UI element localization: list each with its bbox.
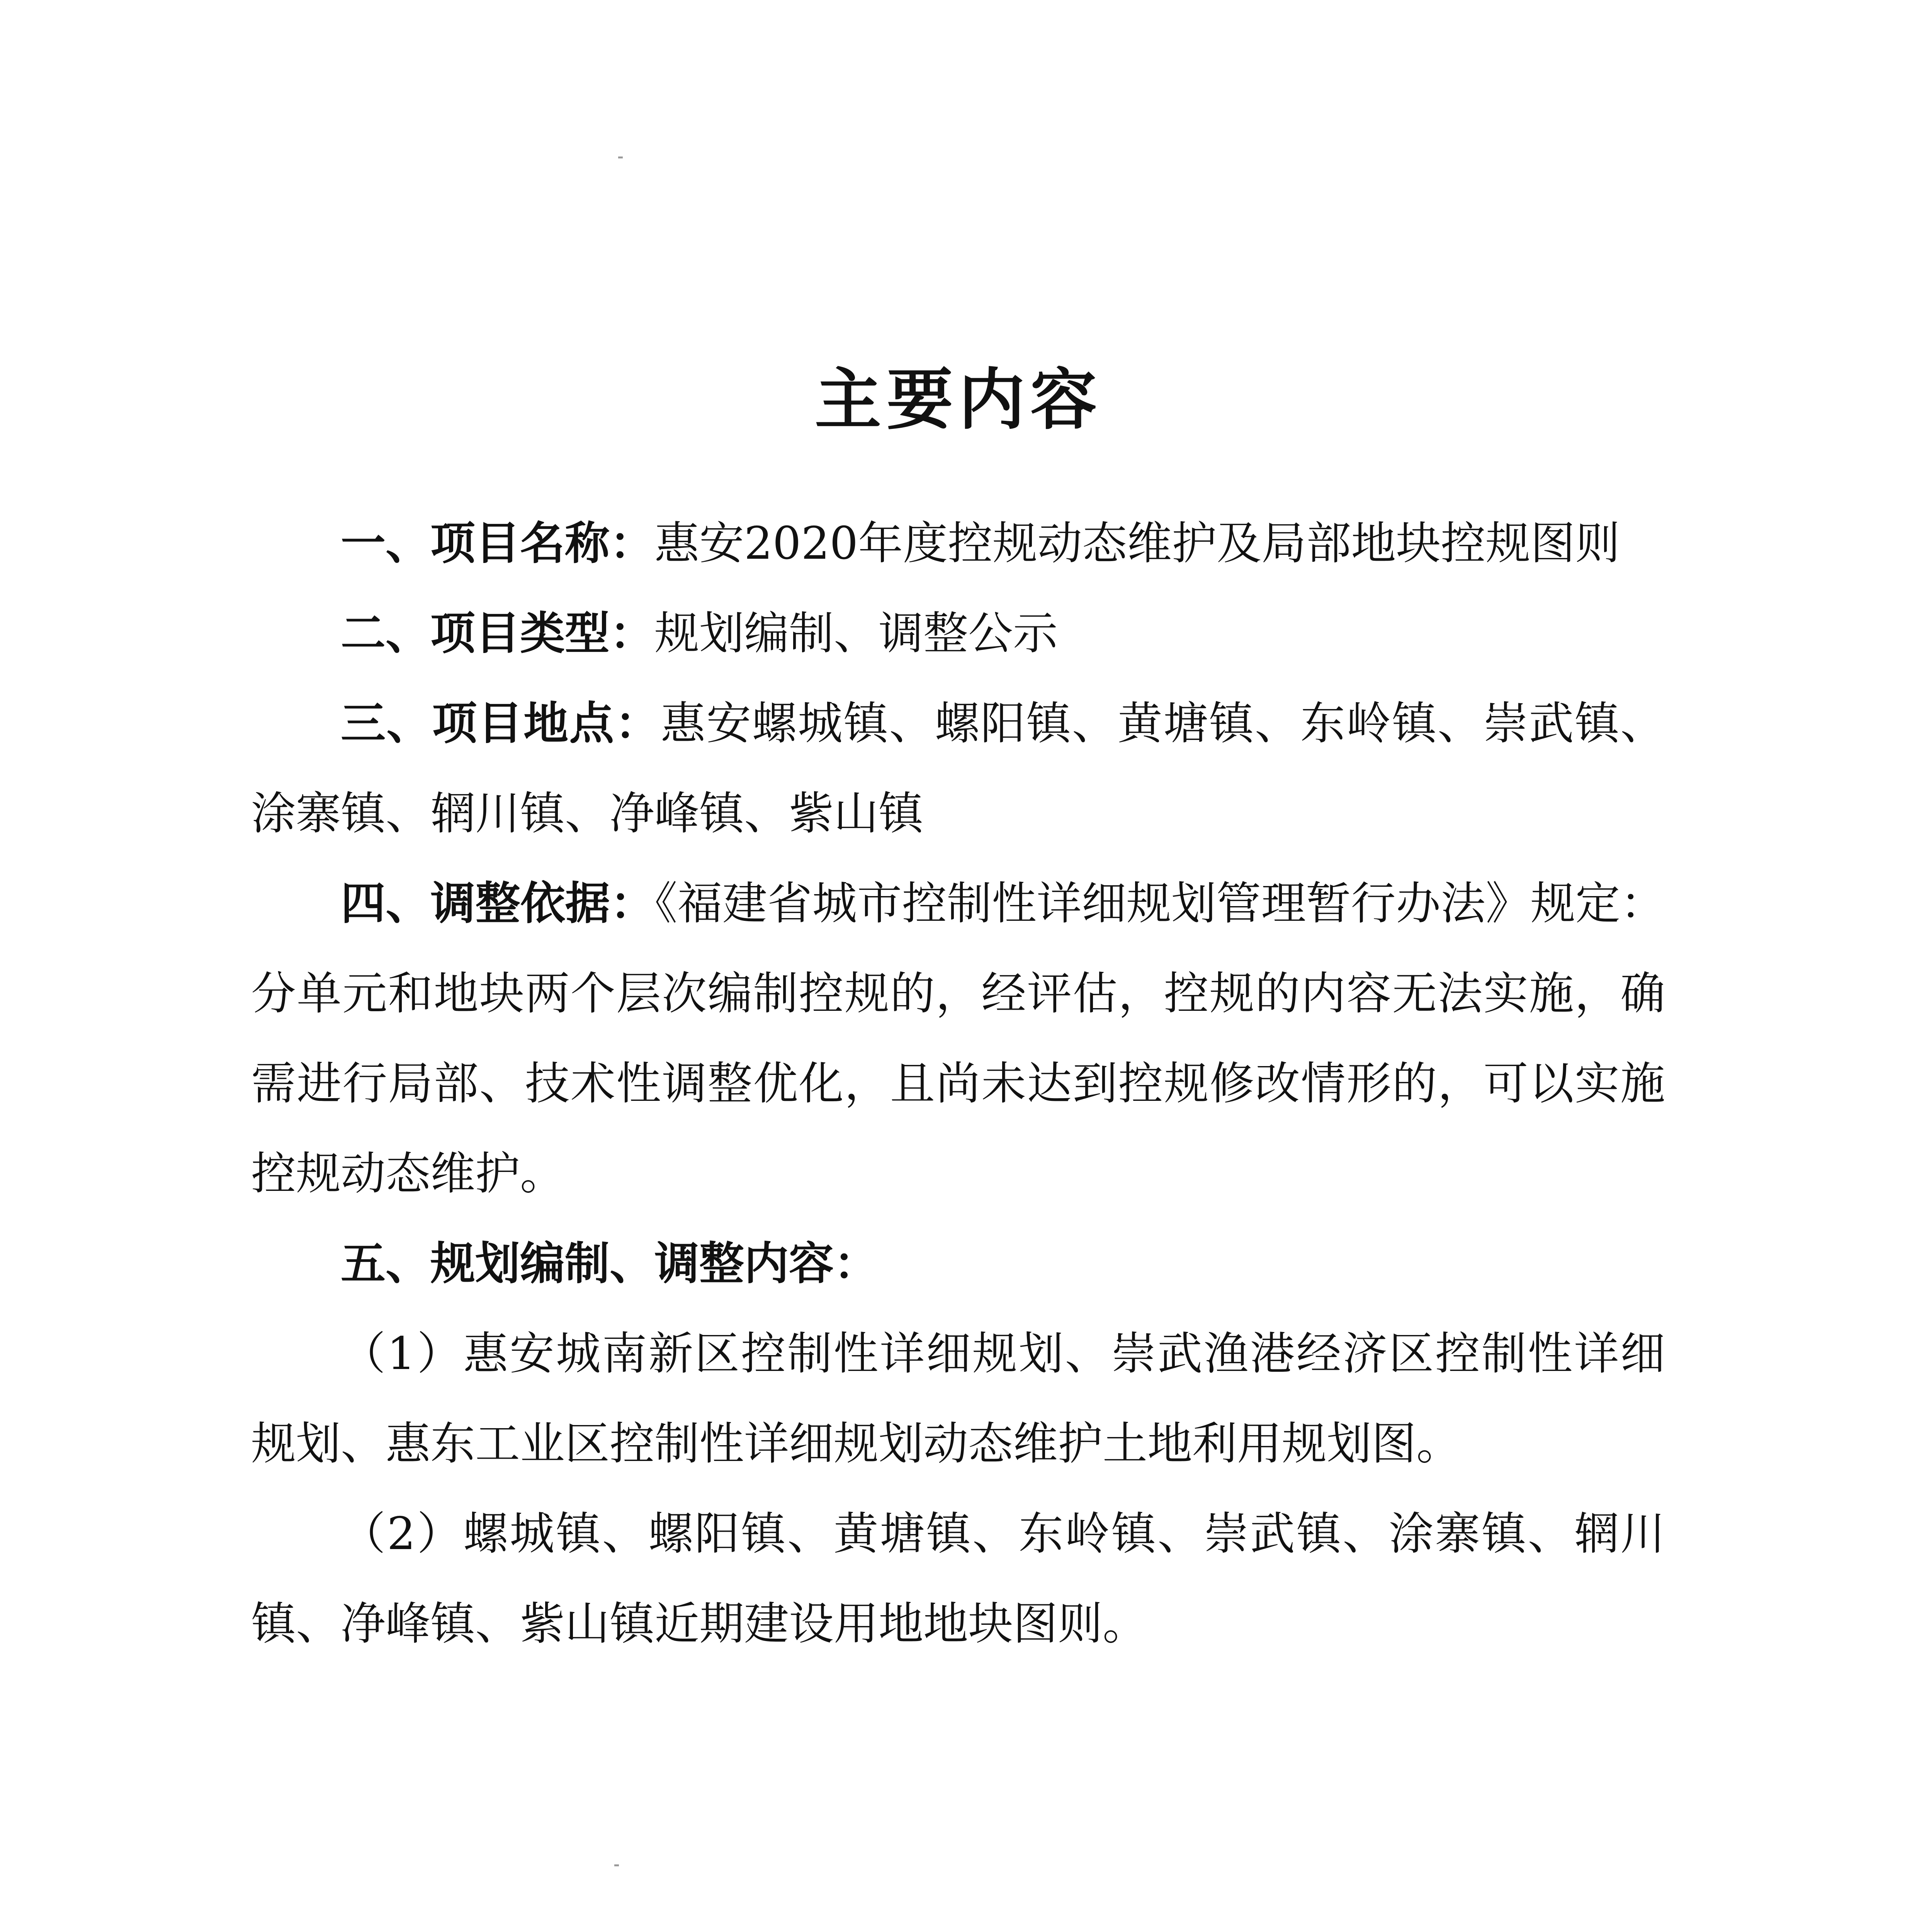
section-text: 惠安螺城镇、螺阳镇、黄塘镇、东岭镇、崇武镇、涂寨镇、辋川镇、净峰镇、紫山镇 — [251, 697, 1665, 840]
section-text: 规划编制、调整公示 — [654, 607, 1058, 660]
section-label: 一、项目名称： — [341, 517, 654, 570]
section-label: 五、规划编制、调整内容： — [341, 1238, 879, 1290]
section-project-location — [251, 679, 1665, 859]
section-label: 四、调整依据： — [341, 878, 655, 930]
section-planning-content — [251, 1219, 1665, 1309]
section-project-name — [251, 498, 1665, 588]
section-adjustment-basis — [251, 859, 1665, 1219]
section-label: 二、项目类型： — [341, 607, 654, 660]
section-project-type — [251, 588, 1665, 679]
section-label: 三、项目地点： — [341, 697, 661, 750]
list-item: （1）惠安城南新区控制性详细规划、崇武渔港经济区控制性详细规划、惠东工业区控制性详细规划动态维护土地利用规划图。 — [251, 1328, 1665, 1470]
list-item: （2）螺城镇、螺阳镇、黄塘镇、东岭镇、崇武镇、涂寨镇、辋川镇、净峰镇、紫山镇近期建设用地地块图则。 — [251, 1508, 1665, 1650]
scan-speck — [614, 1864, 619, 1866]
section-text: 《福建省城市控制性详细规划管理暂行办法》规定：分单元和地块两个层次编制控规的，经评估，控规的内容无法实施，确需进行局部、技术性调整优化，且尚未达到控规修改情形的，可以实施控规动态维护。 — [251, 878, 1665, 1200]
document-body — [251, 498, 1665, 1669]
scan-speck — [618, 156, 623, 158]
section-text: 惠安2020年度控规动态维护及局部地块控规图则 — [654, 517, 1620, 570]
page-title: 主要内容 — [815, 361, 1102, 439]
